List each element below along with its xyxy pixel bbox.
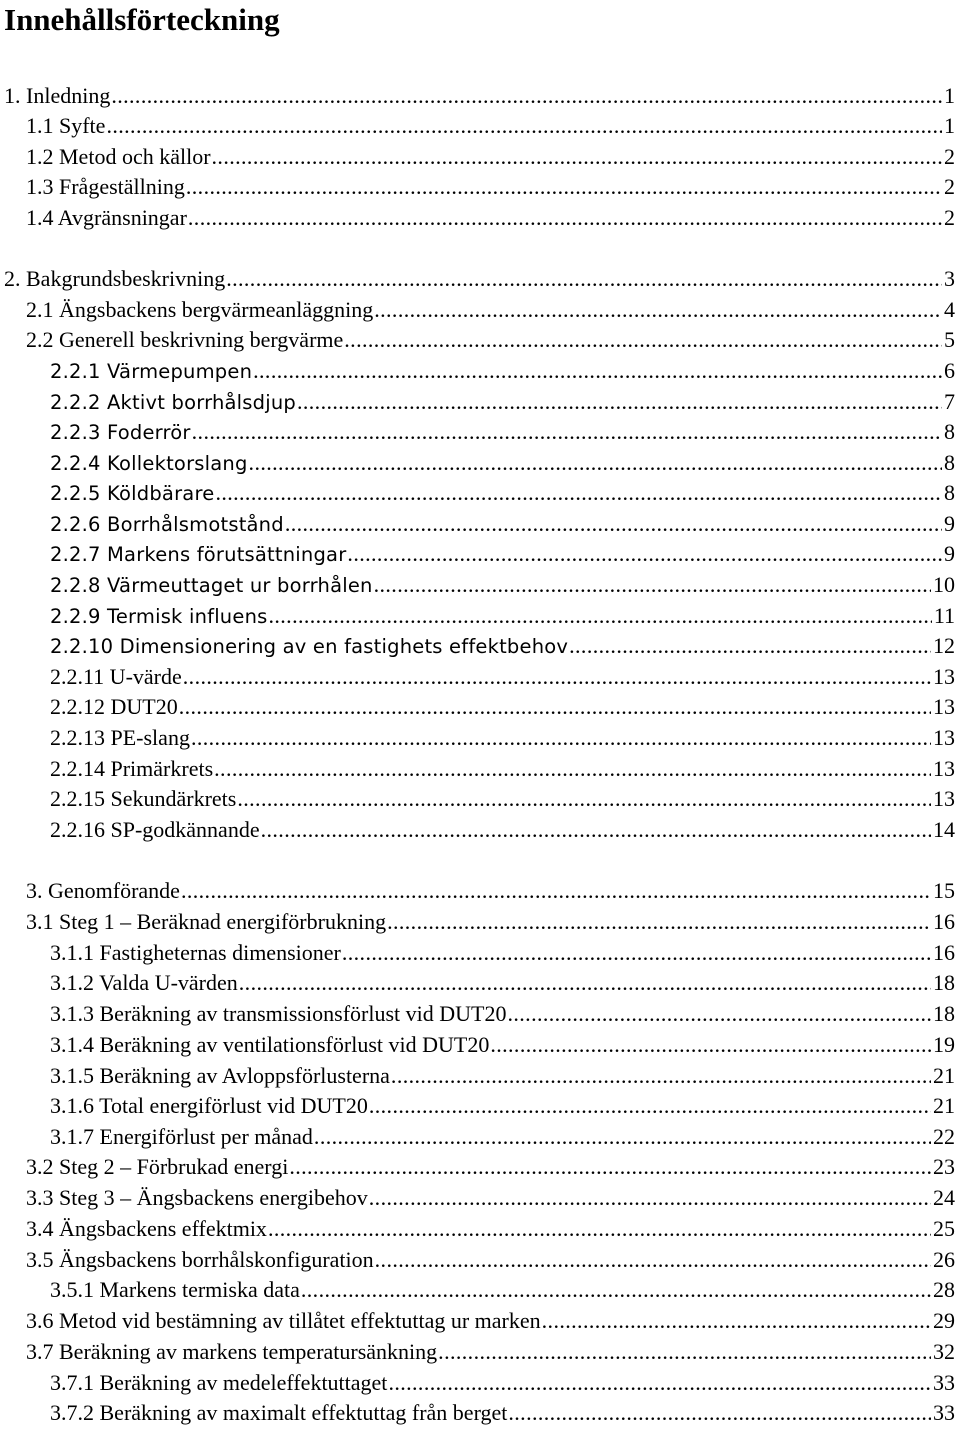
dot-leader: [438, 1337, 931, 1367]
toc-entry-3-3[interactable]: [26, 1183, 955, 1213]
dot-leader: [188, 203, 942, 233]
toc-entry-page: 13: [933, 725, 955, 750]
toc-entry-page: 14: [933, 817, 955, 842]
toc-entry-page: 29: [933, 1308, 955, 1333]
toc-entry-label: 1. Inledning: [4, 83, 111, 108]
toc-entry-page: 15: [933, 878, 955, 903]
dot-leader: [569, 631, 931, 661]
toc-entry-1-3[interactable]: [26, 172, 955, 202]
toc-entry-page: 21: [933, 1093, 955, 1118]
toc-entry-3-7-2[interactable]: [50, 1398, 955, 1428]
toc-entry-page: 2: [944, 144, 955, 169]
toc-entry-label: 3.1.5 Beräkning av Avloppsförlusterna: [50, 1063, 390, 1088]
toc-entry-3-6[interactable]: [26, 1306, 955, 1336]
toc-entry-label: 2.2.15 Sekundärkrets: [50, 786, 237, 811]
toc-entry-label: 2.2.11 U-värde: [50, 664, 182, 689]
toc-entry-page: 18: [933, 1001, 955, 1026]
dot-leader: [186, 172, 942, 202]
toc-entry-label: 2.2.5 Köldbärare: [50, 482, 215, 505]
toc-entry-1-2[interactable]: [26, 142, 955, 172]
dot-leader: [253, 356, 942, 386]
toc-entry-label: 2.2.7 Markens förutsättningar: [50, 543, 347, 566]
toc-entry-label: 2.2.3 Foderrör: [50, 421, 191, 444]
toc-entry-page: 8: [944, 450, 955, 475]
dot-leader: [347, 539, 942, 569]
dot-leader: [374, 295, 942, 325]
toc-entry-3-1-7[interactable]: [50, 1122, 955, 1152]
toc-entry-label: 2.2.4 Kollektorslang: [50, 452, 248, 475]
toc-entry-2-2-14[interactable]: [50, 754, 955, 784]
toc-entry-page: 1: [944, 83, 955, 108]
toc-entry-label: 1.3 Frågeställning: [26, 174, 185, 199]
dot-leader: [191, 723, 931, 753]
toc-entry-3-1-3[interactable]: [50, 999, 955, 1029]
dot-leader: [388, 1368, 931, 1398]
toc-entry-page: 6: [944, 358, 955, 383]
toc-entry-label: 3.1.7 Energiförlust per månad: [50, 1124, 313, 1149]
toc-entry-page: 13: [933, 664, 955, 689]
toc-entry-label: 2. Bakgrundsbeskrivning: [4, 266, 226, 291]
toc-entry-label: 2.2.10 Dimensionering av en fastighets effektbehov: [50, 635, 569, 658]
toc-entry-3-4[interactable]: [26, 1214, 955, 1244]
toc-entry-page: 9: [944, 541, 955, 566]
toc-entry-label: 3.7.2 Beräkning av maximalt effektuttag från berget: [50, 1400, 508, 1425]
toc-entry-page: 2: [944, 174, 955, 199]
toc-entry-page: 32: [933, 1339, 955, 1364]
toc-entry-page: 5: [944, 327, 955, 352]
dot-leader: [237, 784, 931, 814]
toc-entry-2-1[interactable]: [26, 295, 955, 325]
toc-entry-page: 11: [933, 603, 955, 628]
dot-leader: [179, 692, 931, 722]
toc-entry-3-1-2[interactable]: [50, 968, 955, 998]
dot-leader: [375, 1245, 931, 1275]
dot-leader: [374, 570, 931, 600]
toc-entry-page: 18: [933, 970, 955, 995]
toc-entry-3-7[interactable]: [26, 1337, 955, 1367]
toc-entry-2-2-11[interactable]: [50, 662, 955, 692]
toc-entry-2-2-1[interactable]: [50, 356, 955, 386]
toc-entry-label: 3.4 Ängsbackens effektmix: [26, 1216, 267, 1241]
toc-entry-label: 3.1.3 Beräkning av transmissionsförlust vid DUT20: [50, 1001, 507, 1026]
dot-leader: [391, 1061, 931, 1091]
dot-leader: [369, 1183, 931, 1213]
toc-entry-1-4[interactable]: [26, 203, 955, 233]
toc-entry-3-5[interactable]: [26, 1245, 955, 1275]
dot-leader: [226, 264, 942, 294]
toc-entry-label: 3.7.1 Beräkning av medeleffektuttaget: [50, 1370, 388, 1395]
toc-entry-2-2-9[interactable]: [50, 601, 955, 631]
toc-entry-page: 9: [944, 511, 955, 536]
toc-entry-label: 2.2.2 Aktivt borrhålsdjup: [50, 391, 296, 414]
toc-entry-label: 2.2.14 Primärkrets: [50, 756, 214, 781]
dot-leader: [215, 478, 942, 508]
dot-leader: [268, 601, 931, 631]
toc-entry-label: 3.5 Ängsbackens borrhålskonfiguration: [26, 1247, 374, 1272]
toc-entry-page: 22: [933, 1124, 955, 1149]
toc-entry-2-2-13[interactable]: [50, 723, 955, 753]
toc-entry-label: 2.2.12 DUT20: [50, 694, 178, 719]
toc-entry-page: 33: [933, 1370, 955, 1395]
toc-entry-2-2-10[interactable]: [50, 631, 955, 661]
dot-leader: [490, 1030, 931, 1060]
toc-entry-2-2-16[interactable]: [50, 815, 955, 845]
toc-entry-page: 16: [933, 940, 955, 965]
dot-leader: [111, 81, 942, 111]
toc-entry-3-2[interactable]: [26, 1152, 955, 1182]
dot-leader: [285, 509, 942, 539]
toc-entry-page: 21: [933, 1063, 955, 1088]
toc-entry-2-2-6[interactable]: [50, 509, 955, 539]
toc-entry-page: 24: [933, 1185, 955, 1210]
dot-leader: [192, 417, 942, 447]
toc-entry-3-5-1[interactable]: [50, 1275, 955, 1305]
toc-entry-3-1[interactable]: [26, 907, 955, 937]
toc-entry-page: 26: [933, 1247, 955, 1272]
toc-entry-2-2-4[interactable]: [50, 448, 955, 478]
toc-entry-label: 3.3 Steg 3 – Ängsbackens energibehov: [26, 1185, 368, 1210]
toc-entry-2-2[interactable]: [26, 325, 955, 355]
toc-entry-label: 3.1.1 Fastigheternas dimensioner: [50, 940, 341, 965]
toc-entry-page: 8: [944, 480, 955, 505]
toc-entry-page: 23: [933, 1154, 955, 1179]
toc-entry-label: 2.1 Ängsbackens bergvärmeanläggning: [26, 297, 374, 322]
toc-entry-label: 3.5.1 Markens termiska data: [50, 1277, 300, 1302]
toc-entry-label: 3.7 Beräkning av markens temperatursänkning: [26, 1339, 438, 1364]
toc-entry-label: 3.1 Steg 1 – Beräknad energiförbrukning: [26, 909, 387, 934]
toc-entry-page: 33: [933, 1400, 955, 1425]
toc-entry-page: 1: [944, 113, 955, 138]
toc-entry-3-1-1[interactable]: [50, 938, 955, 968]
toc-entry-label: 1.4 Avgränsningar: [26, 205, 187, 230]
dot-leader: [214, 754, 931, 784]
dot-leader: [369, 1091, 931, 1121]
toc-entry-page: 4: [944, 297, 955, 322]
toc-entry-label: 2.2.16 SP-godkännande: [50, 817, 260, 842]
toc-entry-2-2-15[interactable]: [50, 784, 955, 814]
toc-entry-page: 16: [933, 909, 955, 934]
dot-leader: [508, 1398, 931, 1428]
toc-entry-page: 13: [933, 694, 955, 719]
toc-entry-2-2-5[interactable]: [50, 478, 955, 508]
toc-entry-label: 3.1.2 Valda U-värden: [50, 970, 238, 995]
toc-entry-page: 8: [944, 419, 955, 444]
page-title: Innehållsförteckning: [4, 2, 280, 37]
toc-entry-page: 2: [944, 205, 955, 230]
toc-entry-label: 2.2.1 Värmepumpen: [50, 360, 253, 383]
toc-entry-2-2-3[interactable]: [50, 417, 955, 447]
dot-leader: [301, 1275, 931, 1305]
toc-entry-page: 25: [933, 1216, 955, 1241]
dot-leader: [268, 1214, 931, 1244]
toc-entry-label: 3. Genomförande: [26, 878, 180, 903]
dot-leader: [289, 1152, 931, 1182]
toc-entry-2-2-12[interactable]: [50, 692, 955, 722]
toc-entry-label: 2.2.8 Värmeuttaget ur borrhålen: [50, 574, 373, 597]
toc-entry-page: 3: [944, 266, 955, 291]
dot-leader: [183, 662, 931, 692]
toc-entry-label: 3.1.4 Beräkning av ventilationsförlust vid DUT20: [50, 1032, 490, 1057]
toc-entry-3-1-4[interactable]: [50, 1030, 955, 1060]
dot-leader: [212, 142, 942, 172]
toc-entry-label: 3.6 Metod vid bestämning av tillåtet effektuttag ur marken: [26, 1308, 541, 1333]
toc-entry-page: 19: [933, 1032, 955, 1057]
dot-leader: [249, 448, 942, 478]
toc-entry-2-2-2[interactable]: [50, 387, 955, 417]
toc-entry-2-2-7[interactable]: [50, 539, 955, 569]
dot-leader: [507, 999, 931, 1029]
toc-entry-3-1-5[interactable]: [50, 1061, 955, 1091]
toc-entry-1[interactable]: [4, 81, 955, 111]
dot-leader: [542, 1306, 931, 1336]
toc-entry-label: 2.2.9 Termisk influens: [50, 605, 268, 628]
toc-entry-2-2-8[interactable]: [50, 570, 955, 600]
dot-leader: [181, 876, 931, 906]
dot-leader: [106, 111, 942, 141]
toc-entry-page: 28: [933, 1277, 955, 1302]
dot-leader: [239, 968, 931, 998]
toc-entry-page: 13: [933, 756, 955, 781]
toc-entry-label: 2.2 Generell beskrivning bergvärme: [26, 327, 344, 352]
dot-leader: [261, 815, 931, 845]
toc-entry-label: 2.2.6 Borrhålsmotstånd: [50, 513, 284, 536]
dot-leader: [314, 1122, 931, 1152]
toc-entry-3-7-1[interactable]: [50, 1368, 955, 1398]
dot-leader: [297, 387, 942, 417]
toc-entry-page: 10: [933, 572, 955, 597]
toc-entry-page: 13: [933, 786, 955, 811]
toc-entry-label: 1.2 Metod och källor: [26, 144, 211, 169]
toc-entry-3-1-6[interactable]: [50, 1091, 955, 1121]
toc-entry-label: 2.2.13 PE-slang: [50, 725, 190, 750]
toc-entry-label: 3.1.6 Total energiförlust vid DUT20: [50, 1093, 368, 1118]
dot-leader: [342, 938, 931, 968]
dot-leader: [344, 325, 942, 355]
toc-entry-2[interactable]: [4, 264, 955, 294]
toc-entry-label: 1.1 Syfte: [26, 113, 106, 138]
toc-entry-1-1[interactable]: [26, 111, 955, 141]
toc-entry-page: 7: [944, 389, 955, 414]
toc-entry-label: 3.2 Steg 2 – Förbrukad energi: [26, 1154, 289, 1179]
toc-entry-3[interactable]: [26, 876, 955, 906]
toc-entry-page: 12: [933, 633, 955, 658]
dot-leader: [387, 907, 931, 937]
